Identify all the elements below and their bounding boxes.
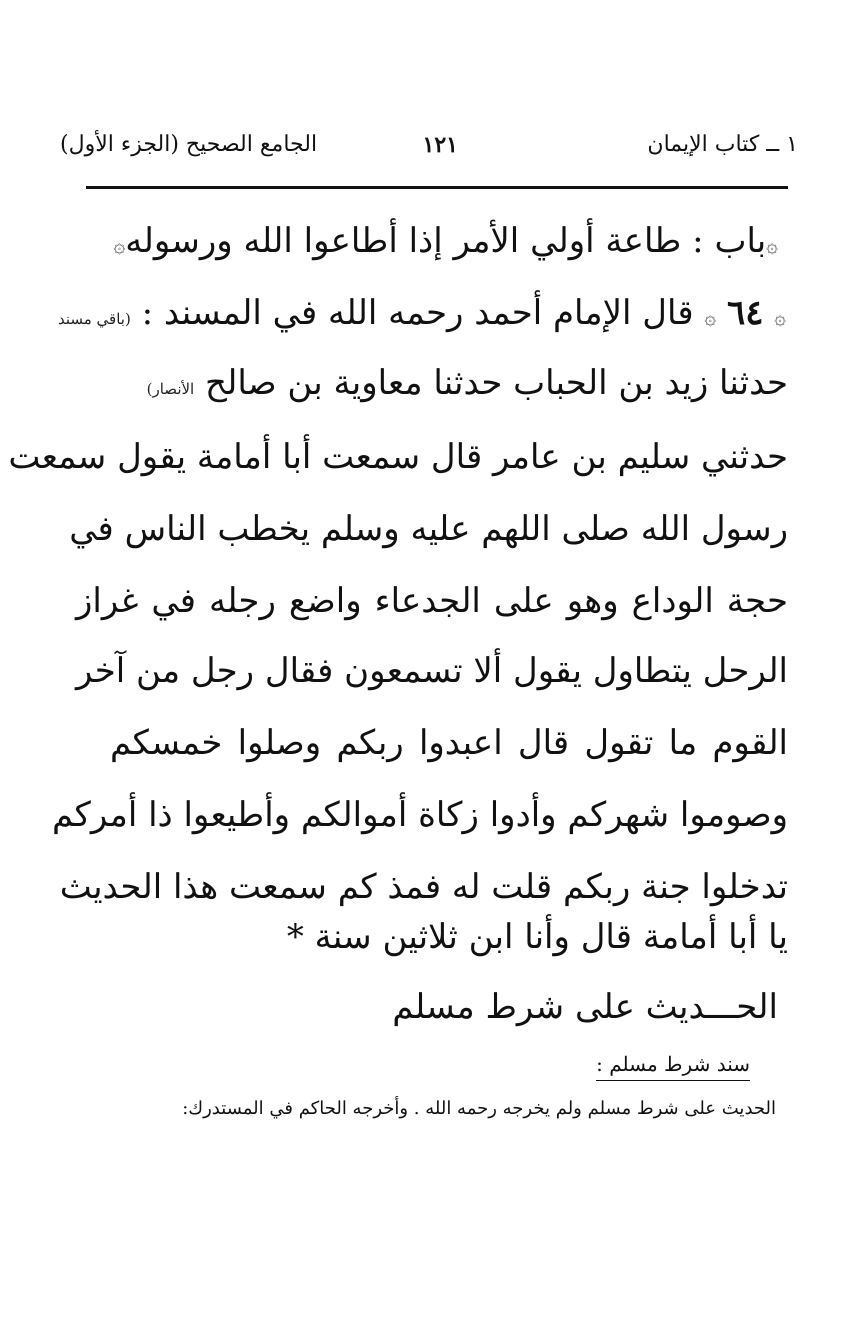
hadith-intro-line (57, 288, 786, 340)
hadith-line (76, 358, 788, 410)
ornament-icon: ۞ (766, 233, 778, 257)
footnote-label: سند شرط مسلم : (596, 1052, 750, 1081)
hadith-intro: قال الإمام أحمد رحمه الله في المسند : (141, 293, 694, 333)
chapter-heading (76, 216, 778, 268)
header-divider (86, 186, 788, 189)
side-note-musnad: (باقي مسند (57, 310, 131, 328)
hadith-line: حدثني سليم بن عامر قال سمعت أبا أمامة يقول سمعت (8, 437, 788, 477)
ornament-icon: ۞ (113, 233, 126, 257)
hadith-line: يا أبا أمامة قال وأنا ابن ثلاثين سنة * (286, 917, 788, 957)
footnote-text: الحديث على شرط مسلم ولم يخرجه رحمه الله . وأخرجه الحاكم في المستدرك: (182, 1098, 776, 1119)
hadith-line-text: حدثنا زيد بن الحباب حدثنا معاوية بن صالح (205, 363, 788, 403)
page-header (60, 132, 798, 172)
hadith-line: تدخلوا جنة ربكم قلت له فمذ كم سمعت هذا الحديث (59, 867, 788, 907)
header-chapter-title: ١ ــ كتاب الإيمان (647, 132, 798, 157)
ornament-icon: ۞ (704, 305, 717, 329)
side-note-ansar: الأنصار) (146, 380, 195, 398)
chapter-heading-text: باب : طاعة أولي الأمر إذا أطاعوا الله ورسوله (125, 221, 767, 261)
hadith-line: حجة الوداع وهو على الجدعاء واضع رجله في غراز (76, 581, 788, 621)
page-number: ١٢١ (422, 132, 458, 158)
hadith-number: ٦٤ (726, 293, 764, 333)
ornament-icon: ۞ (774, 305, 786, 329)
hadith-line: القوم ما تقول قال اعبدوا ربكم وصلوا خمسكم (110, 723, 788, 763)
header-book-title: الجامع الصحيح (الجزء الأول) (60, 132, 318, 157)
hadith-verdict: الحـــديث على شرط مسلم (392, 987, 778, 1027)
hadith-line: رسول الله صلى اللهم عليه وسلم يخطب الناس في (69, 509, 788, 549)
hadith-line: الرحل يتطاول يقول ألا تسمعون فقال رجل من آخر (75, 651, 788, 691)
hadith-line: وصوموا شهركم وأدوا زكاة أموالكم وأطيعوا ذا أمركم (52, 795, 788, 835)
